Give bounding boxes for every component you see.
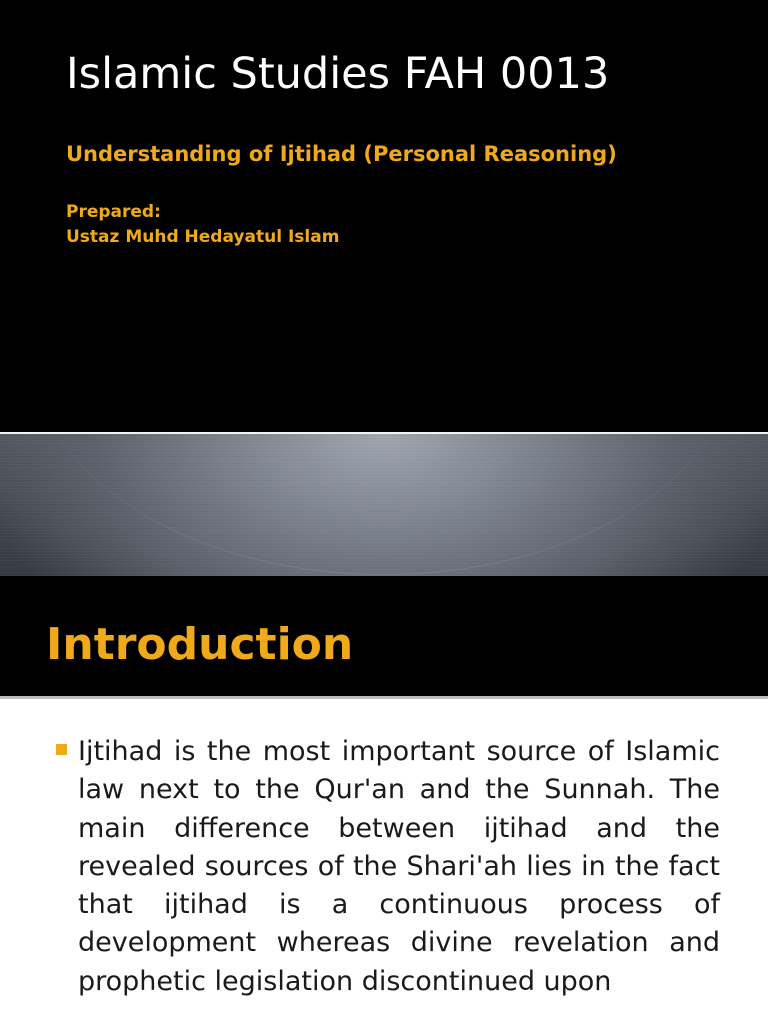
slide-main-title: Islamic Studies FAH 0013 — [66, 49, 610, 99]
bullet-square-icon — [56, 744, 67, 755]
prepared-by-block — [66, 200, 339, 250]
section-heading: Introduction — [46, 619, 354, 670]
slide-introduction-body — [0, 699, 768, 1024]
slide-gradient-band — [0, 434, 768, 576]
prepared-label: Prepared: — [66, 202, 161, 222]
bullet-text: Ijtihad is the most important source of Islamic law next to the Qur'an and the Sunnah. The main difference between ijtihad and the revealed sources of the Shari'ah lies in the fact that ijtihad is a continuous process of development whereas divine revelation and prophetic legislation discontinued upon — [78, 736, 720, 997]
slide-subtitle: Understanding of Ijtihad (Personal Reasoning) — [66, 142, 617, 166]
presenter-name: Ustaz Muhd Hedayatul Islam — [66, 227, 340, 247]
slide-title — [0, 0, 768, 432]
